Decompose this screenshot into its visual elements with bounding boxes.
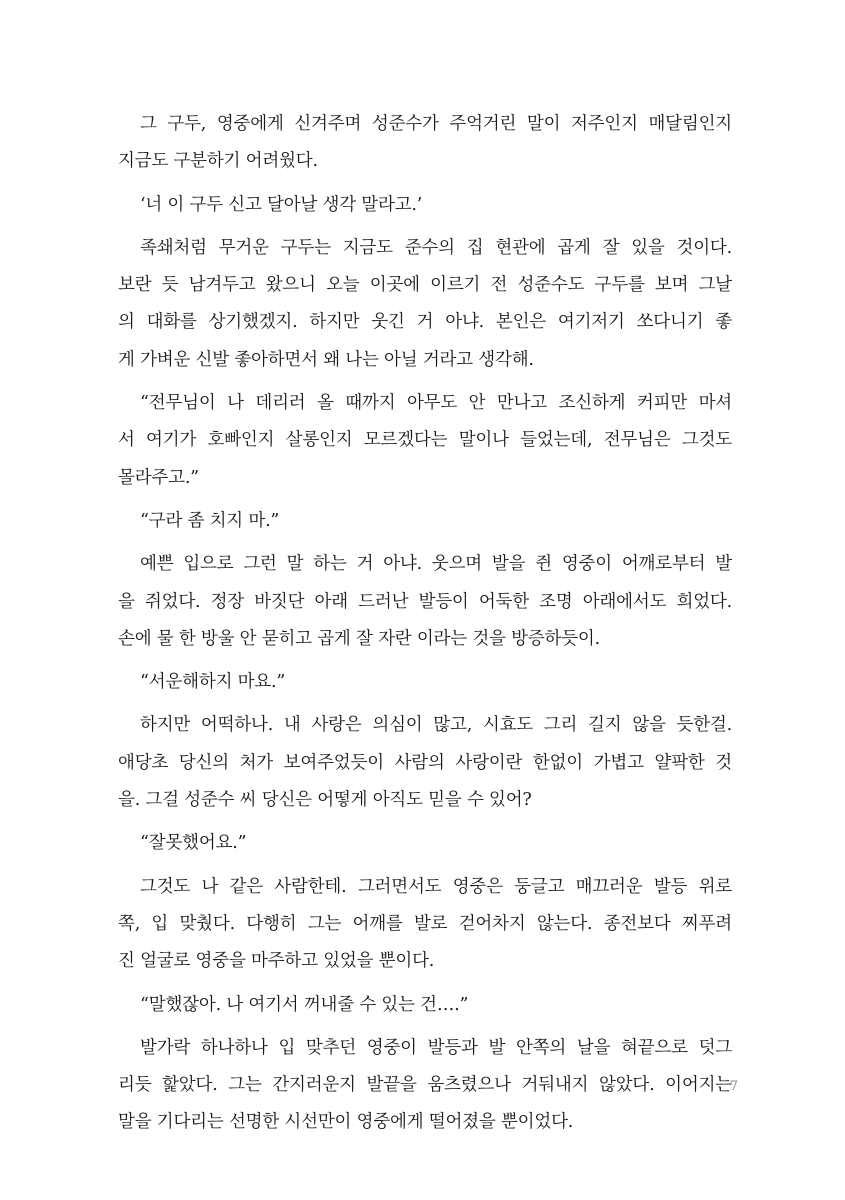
paragraph-3 (118, 230, 732, 379)
text-line: 진 얼굴로 영중을 마주하고 있었을 뿐이다. (118, 951, 435, 972)
text-line: 발가락 하나하나 입 맞추던 영중이 발등과 발 안쪽의 날을 혀끝으로 덧그 (140, 1037, 732, 1058)
paragraph-11 (118, 987, 732, 1024)
paragraph-2 (118, 187, 732, 224)
paragraph-7 (118, 664, 732, 701)
text-line: “잘못했어요.” (140, 833, 247, 854)
text-line: 몰라주고.” (118, 467, 199, 488)
text-line: 의 대화를 상기했겠지. 하지만 웃긴 거 아냐. 본인은 여기저기 쏘다니기 좋 (118, 312, 732, 333)
paragraph-4 (118, 385, 732, 497)
paragraph-12 (118, 1030, 732, 1142)
paragraph-8 (118, 707, 732, 819)
text-line: “전무님이 나 데리러 올 때까지 아무도 안 만나고 조신하게 커피만 마셔 (140, 393, 732, 414)
text-line: “서운해하지 마요.” (140, 672, 286, 693)
page-number: 7 (729, 1079, 738, 1094)
text-line: 그 구두, 영중에게 신겨주며 성준수가 주억거린 말이 저주인지 매달림인지 (140, 114, 732, 134)
paragraph-9 (118, 825, 732, 862)
paragraph-6 (118, 546, 732, 658)
text-line: 애당초 당신의 처가 보여주었듯이 사람의 사랑이란 한없이 가볍고 얄팍한 것 (118, 752, 732, 773)
text-line: 말을 기다리는 선명한 시선만이 영중에게 떨어졌을 뿐이었다. (118, 1112, 574, 1133)
paragraph-10 (118, 869, 732, 981)
text-line: 을. 그걸 성준수 씨 당신은 어떻게 아직도 믿을 수 있어? (118, 790, 532, 811)
text-line: 게 가벼운 신발 좋아하면서 왜 나는 아닐 거라고 생각해. (118, 349, 534, 370)
text-line: 그것도 나 같은 사람한테. 그러면서도 영중은 둥글고 매끄러운 발등 위로 (140, 876, 732, 897)
paragraph-1 (118, 106, 732, 181)
text-line: “구라 좀 치지 마.” (140, 510, 280, 531)
text-line: ‘너 이 구두 신고 달아날 생각 말라고.’ (140, 194, 423, 215)
text-line: 예쁜 입으로 그런 말 하는 거 아냐. 웃으며 발을 쥔 영중이 어깨로부터 발 (140, 554, 732, 575)
paragraph-5 (118, 503, 732, 540)
text-line: 지금도 구분하기 어려웠다. (118, 151, 318, 172)
text-line: 리듯 핥았다. 그는 간지러운지 발끝을 움츠렸으나 거둬내지 않았다. 이어지는 (118, 1075, 732, 1096)
text-line: 보란 듯 남겨두고 왔으니 오늘 이곳에 이르기 전 성준수도 구두를 보며 그날 (118, 275, 732, 296)
text-line: 손에 물 한 방울 안 묻히고 곱게 잘 자란 이라는 것을 방증하듯이. (118, 628, 600, 649)
text-line: 족쇄처럼 무거운 구두는 지금도 준수의 집 현관에 곱게 잘 있을 것이다. (140, 237, 732, 258)
text-line: 서 여기가 호빠인지 살롱인지 모르겠다는 말이나 들었는데, 전무님은 그것도 (118, 430, 732, 451)
text-line: “말했잖아. 나 여기서 꺼내줄 수 있는 건….” (140, 994, 469, 1015)
page-body (118, 106, 732, 1148)
text-line: 쪽, 입 맞췄다. 다행히 그는 어깨를 발로 걷어차지 않는다. 종전보다 찌푸려 (118, 913, 732, 934)
text-line: 을 쥐었다. 정장 바짓단 아래 드러난 발등이 어둑한 조명 아래에서도 희었다. (118, 591, 732, 612)
text-line: 하지만 어떡하나. 내 사랑은 의심이 많고, 시효도 그리 길지 않을 듯한걸. (140, 715, 732, 736)
